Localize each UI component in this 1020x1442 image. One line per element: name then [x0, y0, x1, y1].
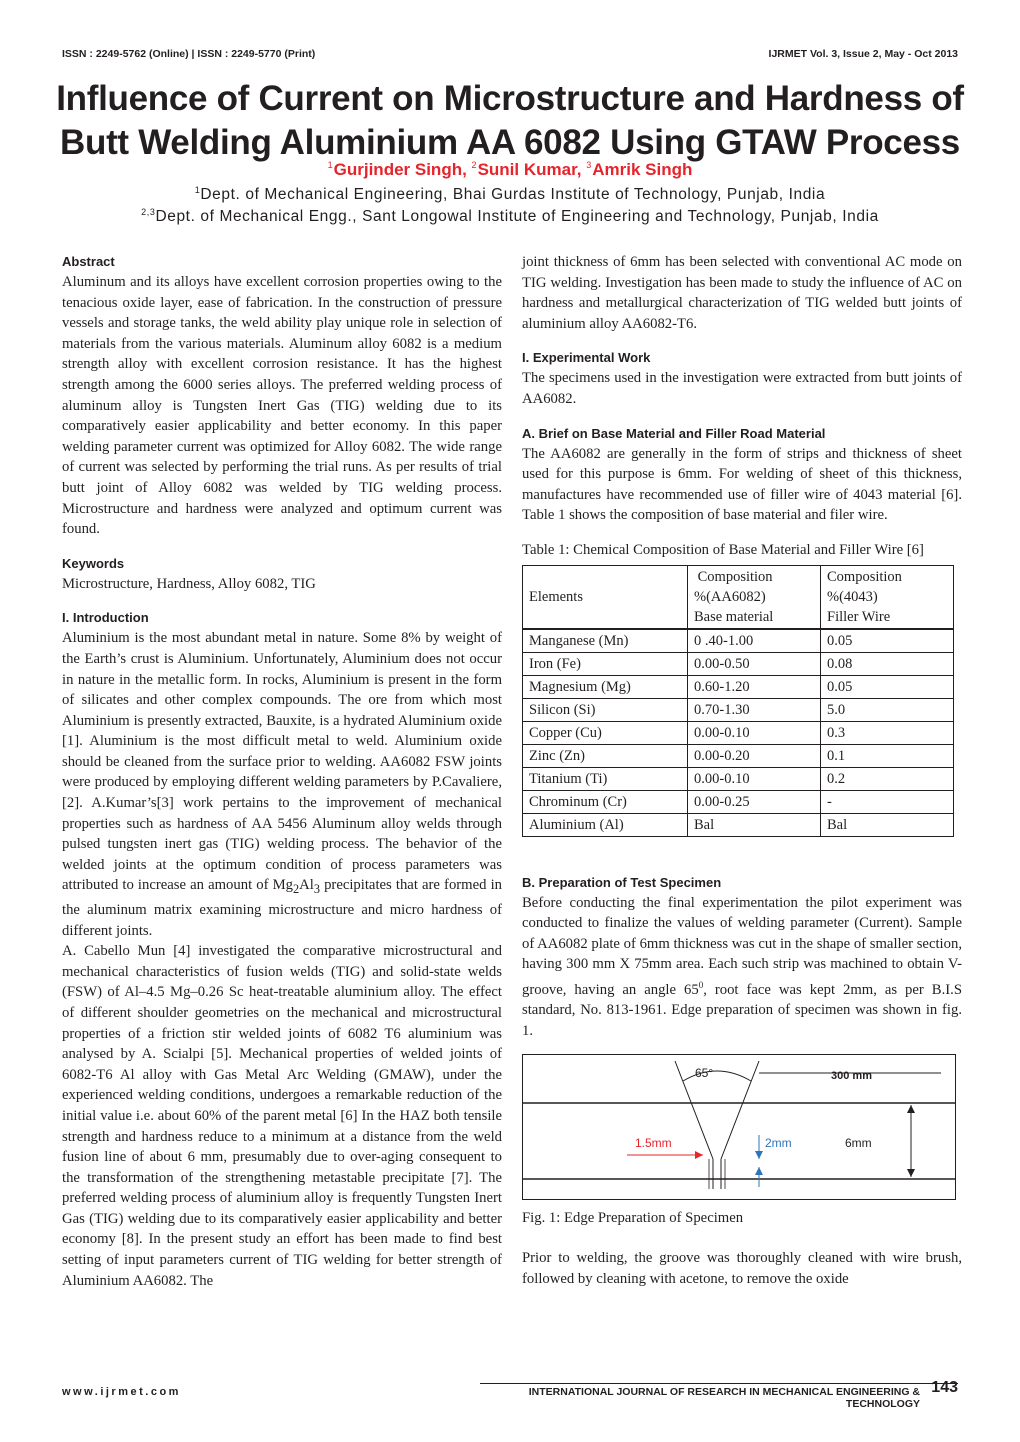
table-cell: 0.00-0.50: [688, 652, 821, 675]
author-2-sup: 2: [471, 160, 477, 170]
author-1-sup: 1: [327, 160, 333, 170]
title-line-1: Influence of Current on Microstructure and Hardness of: [56, 79, 964, 118]
affiliation-2-text: Dept. of Mechanical Engg., Sant Longowal Institute of Engineering and Technology, Punjab, India: [155, 208, 879, 225]
section-b-text-after: , root face was kept 2mm, as per B.I.S standard, No. 813-1961. Edge preparation of specimen was shown in fig. 1.: [522, 981, 962, 1039]
table-caption: Table 1: Chemical Composition of Base Material and Filler Wire [6]: [522, 541, 924, 558]
author-2-name: Sunil Kumar,: [477, 160, 582, 179]
intro-sub-2: 3: [313, 882, 320, 897]
affiliation-1-text: Dept. of Mechanical Engineering, Bhai Gurdas Institute of Technology, Punjab, India: [200, 186, 826, 203]
author-3-sup: 3: [586, 160, 592, 170]
table-cell: 5.0: [821, 698, 954, 721]
intro-p1-after: precipitates that are formed in the aluminum matrix examining microstructure and micro hardness of different joints.: [62, 877, 502, 939]
author-list: [0, 160, 1020, 180]
table-cell: 0.00-0.20: [688, 744, 821, 767]
table-cell: 0.70-1.30: [688, 698, 821, 721]
affiliation-1-sup: 1: [194, 185, 201, 195]
affiliation-2-sup: 2,3: [141, 207, 156, 217]
intro-continuation: joint thickness of 6mm has been selected with conventional AC mode on TIG welding. Investigation has been made to study the influence of AC on hardness and metallurgical characterization of TIG welded butt joints of aluminium alloy AA6082-T6.: [522, 254, 962, 332]
section-b-text-before: Before conducting the final experimentation the pilot experiment was conducted to finalize the values of welding parameter (Current). Sample of AA6082 plate of 6mm thickness was cut in the shape of smaller section, having 300 mm X 75mm area. Each such strip was machined to obtain V-groove, having an angle 65: [522, 894, 962, 998]
table-cell: 0.3: [821, 721, 954, 744]
author-1-name: Gurjinder Singh,: [333, 160, 467, 179]
intro-p1-before: Aluminium is the most abundant metal in nature. Some 8% by weight of the Earth’s crust is Aluminium. Unfortunately, Aluminium does not occur in nature in the metallic form. In rocks, Aluminium is present in the form of silicates and other complex compounds. The ore from which most Aluminium is presently extracted, Bauxite, is a hydrated Aluminium oxide [1]. Aluminium is the most difficult metal to weld. Aluminium oxide should be cleaned from the surface prior to welding. AA6082 FSW joints were produced by employing different welding parameters by P.Cavaliere, [2]. A.Kumar’s[3] work pertains to the improvement of mechanical properties such as hardness of AA 5456 Aluminum alloy welds through pulsed tungsten inert gas (TIG) welding process. The behavior of the welded joints at the optimum condition of process parameters was attributed to increase an amount of Mg: [62, 630, 502, 894]
journal-issue-header: IJRMET Vol. 3, Issue 2, May - Oct 2013: [768, 48, 958, 60]
introduction-heading: I. Introduction: [62, 610, 149, 626]
title-line-2: Butt Welding Aluminium AA 6082 Using GTAW Process: [60, 123, 960, 162]
table-cell: Bal: [821, 813, 954, 836]
table-cell: 0.05: [821, 675, 954, 698]
root-face-label: 2mm: [765, 1135, 792, 1150]
table-row: [523, 813, 954, 836]
table-cell: Bal: [688, 813, 821, 836]
table-cell: 0.2: [821, 767, 954, 790]
table-row: [523, 721, 954, 744]
table-header-filler: [821, 565, 954, 629]
table-header-base-l1: Composition: [694, 568, 773, 585]
figure-caption: Fig. 1: Edge Preparation of Specimen: [522, 1209, 744, 1226]
table-row: [523, 652, 954, 675]
degree-sup: 0: [698, 979, 704, 990]
footer-url: www.ijrmet.com: [62, 1386, 181, 1398]
left-column: [62, 252, 502, 1291]
table-cell: Iron (Fe): [523, 652, 688, 675]
table-cell: Chrominum (Cr): [523, 790, 688, 813]
author-3-name: Amrik Singh: [592, 160, 693, 179]
table-cell: Titanium (Ti): [523, 767, 688, 790]
table-cell: 0.00-0.25: [688, 790, 821, 813]
table-row: [523, 675, 954, 698]
introduction-paragraph-1: [62, 628, 502, 941]
affiliation-1: [0, 185, 1020, 204]
table-cell: 0.1: [821, 744, 954, 767]
root-face-upper-head: [755, 1151, 763, 1159]
section-a-heading: A. Brief on Base Material and Filler Road Material: [522, 425, 826, 441]
issn-header: ISSN : 2249-5762 (Online) | ISSN : 2249-5770 (Print): [62, 48, 316, 60]
affiliation-2: [0, 207, 1020, 226]
table-cell: 0 .40-1.00: [688, 629, 821, 653]
table-row: [523, 629, 954, 653]
experimental-text: The specimens used in the investigation were extracted from butt joints of AA6082.: [522, 370, 962, 407]
table-header-filler-l2: %(4043): [827, 588, 878, 605]
table-row: [523, 767, 954, 790]
table-cell: Copper (Cu): [523, 721, 688, 744]
abstract-text: Aluminum and its alloys have excellent corrosion properties owing to the tenacious oxide layer, ease of fabrication. In the construction of pressure vessels and storage tanks, the weld ability play unique role in selection of materials from the various materials. Aluminum alloy 6082 is a medium strength alloy with excellent corrosion resistance. It has the highest strength among the 6000 series alloys. The preferred welding process of aluminum alloy is Tungsten Inert Gas (TIG) welding due to its comparatively easier applicability and better economy. In this paper welding parameter current was optimized for Alloy 6082. The wide range of current was selected by performing the trial runs. As per results of trial butt joint of Alloy 6082 was welded by TIG welding process. Microstructure and hardness were analyzed and optimum current was found.: [62, 274, 502, 538]
thickness-label: 6mm: [845, 1135, 872, 1150]
edge-preparation-diagram: [523, 1055, 955, 1199]
table-cell: -: [821, 790, 954, 813]
paper-title: [40, 77, 980, 165]
footer-journal-name: INTERNATIONAL JOURNAL OF RESEARCH IN MECHANICAL ENGINEERING & TECHNOLOGY: [528, 1386, 920, 1410]
table-cell: Zinc (Zn): [523, 744, 688, 767]
table-cell: Silicon (Si): [523, 698, 688, 721]
table-header-row: [523, 565, 954, 629]
table-cell: Manganese (Mn): [523, 629, 688, 653]
edge-preparation-figure: [522, 1054, 956, 1200]
introduction-paragraph-2: A. Cabello Mun [4] investigated the comparative microstructural and mechanical characteristics of fusion welds (TIG) and solid-state welds (FSW) of Al–4.5 Mg–0.26 Sc heat-treatable aluminium alloy. The effect of different shoulder geometries on the mechanical and microstructural properties of a friction stir welded joints of 6082 T6 aluminium was analysed by A. Scialpi [5]. Mechanical properties of welded joints of 6082-T6 Al alloy with Gas Metal Arc Welding (GMAW), under the experienced welding conditions, undergoes a remarkable reduction of the initial value i.e. about 60% of the parent metal [6] In the HAZ both tensile strength and hardness reduce to a minimum at a distance from the weld fusion line of about 6 mm, presumably due to over-aging consequent to the transformation of the strengthening metastable precipitate [7]. The preferred welding process of aluminium alloy is frequently Tungsten Inert Gas (TIG) welding due to its comparatively easier applicability and better economy [8]. In the present study an effort has been made to find best setting of input parameters current of TIG welding for better strength of Aluminium AA6082. The: [62, 943, 502, 1289]
table-header-elements: Elements: [523, 565, 688, 629]
table-cell: 0.08: [821, 652, 954, 675]
table-cell: 0.60-1.20: [688, 675, 821, 698]
thickness-arrow-top: [907, 1105, 915, 1113]
keywords-heading: Keywords: [62, 555, 125, 571]
keywords-text: Microstructure, Hardness, Alloy 6082, TIG: [62, 575, 316, 592]
table-row: [523, 744, 954, 767]
length-label: 300 mm: [831, 1069, 872, 1082]
experimental-heading: I. Experimental Work: [522, 350, 651, 366]
right-column: [522, 252, 962, 1289]
angle-label: 65°: [695, 1065, 714, 1080]
footer-divider: [480, 1383, 958, 1384]
root-face-lower-head: [755, 1167, 763, 1175]
section-a-text: The AA6082 are generally in the form of strips and thickness of sheet used for this purpose is 6mm. For welding of sheet of this thickness, manufactures have recommended use of filler wire of 4043 material [6]. Table 1 shows the composition of base material and filer wire.: [522, 445, 962, 524]
table-header-base: [688, 565, 821, 629]
table-header-base-l2: %(AA6082): [694, 588, 766, 605]
table-row: [523, 790, 954, 813]
table-cell: 0.00-0.10: [688, 767, 821, 790]
table-cell: 0.00-0.10: [688, 721, 821, 744]
composition-table: [522, 565, 954, 837]
intro-sub-1: 2: [293, 882, 300, 897]
closing-text: Prior to welding, the groove was thoroughly cleaned with wire brush, followed by cleaning with acetone, to remove the oxide: [522, 1250, 962, 1287]
angle-arc: [683, 1071, 751, 1081]
root-gap-arrow: [695, 1151, 703, 1159]
table-cell: Magnesium (Mg): [523, 675, 688, 698]
page-number: 143: [931, 1379, 958, 1396]
section-b-text: [522, 893, 962, 1042]
section-b-heading: B. Preparation of Test Specimen: [522, 874, 722, 890]
intro-al: Al: [299, 877, 314, 894]
table-header-base-l3: Base material: [694, 608, 774, 625]
table-cell: 0.05: [821, 629, 954, 653]
thickness-arrow-bottom: [907, 1169, 915, 1177]
table-header-filler-l1: Composition: [827, 568, 902, 585]
abstract-heading: Abstract: [62, 254, 115, 269]
root-gap-label: 1.5mm: [635, 1135, 672, 1150]
table-header-filler-l3: Filler Wire: [827, 608, 891, 625]
table-row: [523, 698, 954, 721]
table-cell: Aluminium (Al): [523, 813, 688, 836]
